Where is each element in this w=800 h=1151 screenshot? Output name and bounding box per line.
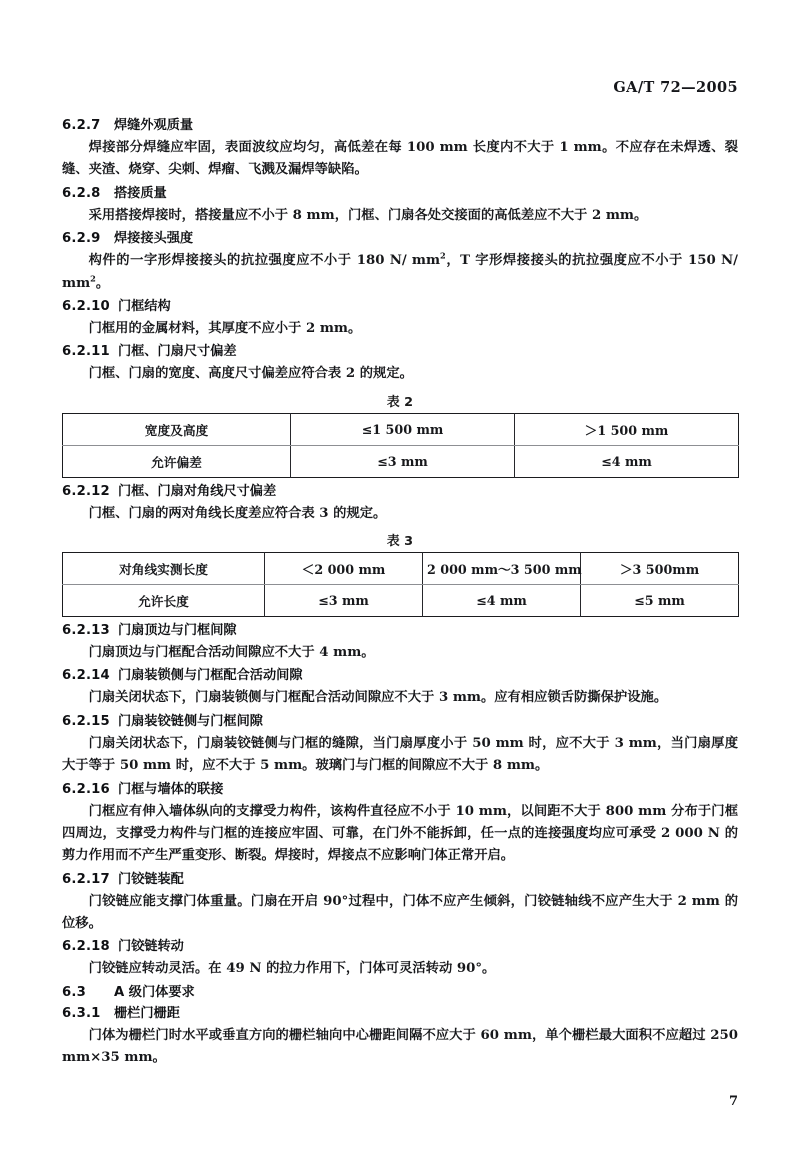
clause-number: 6.3 bbox=[62, 984, 86, 1000]
clause-title: 门框、门扇尺寸偏差 bbox=[117, 344, 237, 360]
clause-title: 搭接质量 bbox=[114, 185, 167, 201]
document-body bbox=[62, 116, 738, 1071]
clause-heading-6-2-8 bbox=[62, 184, 738, 204]
table-cell: 宽度及高度 bbox=[63, 413, 291, 445]
clause-title: 焊缝外观质量 bbox=[114, 118, 194, 133]
clause-number: 6.3.1 bbox=[62, 1005, 101, 1021]
clause-body-6-2-17: 门铰链应能支撑门体重量。门扇在开启 90°过程中，门体不应产生倾斜，门铰链轴线不应产生大于 2 mm 的位移。 bbox=[62, 893, 738, 931]
table-cell: 对角线实测长度 bbox=[63, 553, 265, 585]
clause-number: 6.2.14 bbox=[62, 668, 110, 684]
table-3-diagonal-deviation bbox=[62, 552, 739, 617]
table-cell: ≤4 mm bbox=[423, 585, 581, 617]
body-text-part2: ，T 字形焊接接头的抗拉强度应不小于 150 N/ mm bbox=[62, 253, 738, 291]
clause-body-6-2-18: 门铰链应转动灵活。在 49 N 的拉力作用下，门体可灵活转动 90°。 bbox=[88, 961, 496, 977]
clause-heading-6-2-14 bbox=[62, 666, 738, 686]
page-number: 7 bbox=[728, 1094, 738, 1109]
clause-title: 门铰链转动 bbox=[117, 939, 184, 955]
table-row bbox=[63, 445, 739, 477]
clause-heading-6-2-12 bbox=[62, 482, 738, 502]
table-cell: ≤3 mm bbox=[265, 585, 423, 617]
clause-heading-6-3 bbox=[62, 983, 738, 1003]
table-cell: 允许长度 bbox=[63, 585, 265, 617]
table-cell: ＞3 500mm bbox=[581, 553, 739, 585]
table-cell: ≤4 mm bbox=[601, 453, 652, 469]
unit-superscript-1: 2 bbox=[440, 250, 446, 261]
table-cell: 允许偏差 bbox=[63, 445, 291, 477]
clause-body-6-2-14: 门扇关闭状态下，门扇装锁侧与门框配合活动间隙应不大于 3 mm。应有相应锁舌防撕保护设施。 bbox=[88, 690, 668, 706]
table-cell: 2 000 mm～3 500 mm bbox=[423, 553, 581, 585]
running-header-standard-code: GA/T 72—2005 bbox=[613, 79, 738, 96]
clause-heading-6-3-1 bbox=[62, 1004, 738, 1024]
clause-body-6-2-11: 门框、门扇的宽度、高度尺寸偏差应符合表 2 的规定。 bbox=[88, 366, 413, 382]
table-3-caption: 表 3 bbox=[386, 534, 414, 549]
clause-number: 6.2.8 bbox=[62, 185, 101, 201]
table-row bbox=[63, 413, 739, 445]
clause-body-6-3-1: 门体为栅栏门时水平或垂直方向的栅栏轴向中心栅距间隔不应大于 60 mm，单个栅栏最大面积不应超过 250 mm×35 mm。 bbox=[62, 1027, 738, 1066]
clause-heading-6-2-11 bbox=[62, 342, 738, 362]
clause-title: 栅栏门栅距 bbox=[114, 1005, 180, 1021]
body-text-part3: 。 bbox=[95, 275, 110, 291]
clause-heading-6-2-18 bbox=[62, 937, 738, 957]
clause-heading-6-2-10 bbox=[62, 297, 738, 317]
clause-title: 门扇装锁侧与门框配合活动间隙 bbox=[117, 668, 303, 684]
clause-number: 6.2.9 bbox=[62, 231, 101, 247]
table-2-caption: 表 2 bbox=[386, 394, 414, 410]
clause-number: 6.2.13 bbox=[62, 623, 110, 638]
clause-body-6-2-7: 焊接部分焊缝应牢固，表面波纹应均匀，高低差在每 100 mm 长度内不大于 1 mm。不应存在未焊透、裂缝、夹渣、烧穿、尖刺、焊瘤、飞溅及漏焊等缺陷。 bbox=[62, 140, 738, 178]
clause-heading-6-2-16 bbox=[62, 780, 738, 800]
unit-superscript-2: 2 bbox=[90, 273, 96, 284]
clause-title: A 级门体要求 bbox=[114, 984, 195, 1000]
table-cell: ＞1 500 mm bbox=[515, 413, 739, 445]
clause-body-6-2-8: 采用搭接焊接时，搭接量应不小于 8 mm，门框、门扇各处交接面的高低差应不大于 2 mm。 bbox=[88, 207, 648, 223]
table-2-dimension-deviation bbox=[62, 413, 739, 478]
clause-heading-6-2-9 bbox=[62, 229, 738, 249]
clause-heading-6-2-13 bbox=[62, 621, 738, 641]
clause-number: 6.2.18 bbox=[62, 939, 110, 955]
clause-number: 6.2.10 bbox=[62, 298, 110, 314]
clause-number: 6.2.7 bbox=[62, 118, 101, 133]
clause-title: 门框与墙体的联接 bbox=[117, 781, 224, 797]
clause-body-6-2-9 bbox=[62, 250, 738, 295]
body-text-part1: 构件的一字形焊接接头的抗拉强度应不小于 180 N/ mm bbox=[88, 253, 441, 269]
clause-title: 门扇顶边与门框间隙 bbox=[117, 623, 237, 638]
clause-heading-6-2-15 bbox=[62, 712, 738, 732]
clause-title: 门扇装铰链侧与门框间隙 bbox=[117, 713, 263, 729]
table-cell: ≤3 mm bbox=[291, 445, 515, 477]
table-row bbox=[63, 553, 739, 585]
clause-number: 6.2.16 bbox=[62, 781, 110, 797]
clause-title: 门框结构 bbox=[117, 298, 171, 314]
table-cell: ＜2 000 mm bbox=[265, 553, 423, 585]
clause-body-6-2-16: 门框应有伸入墙体纵向的支撑受力构件，该构件直径应不小于 10 mm，以间距不大于 800 mm 分布于门框四周边，支撑受力构件与门框的连接应牢固、可靠，在门外不能拆卸，任一点的连接强度均应可承受 2 000 N 的剪力作用而不产生严重变形、断裂。焊接时，焊接点不应影响门体正常开启。 bbox=[62, 803, 738, 864]
clause-number: 6.2.15 bbox=[62, 713, 110, 729]
clause-title: 门铰链装配 bbox=[117, 871, 184, 887]
table-row bbox=[63, 585, 739, 617]
clause-heading-6-2-17 bbox=[62, 870, 738, 890]
clause-body-6-2-10: 门框用的金属材料，其厚度不应小于 2 mm。 bbox=[88, 320, 362, 336]
table-cell: ≤1 500 mm bbox=[291, 413, 515, 445]
clause-body-6-2-13: 门扇顶边与门框配合活动间隙应不大于 4 mm。 bbox=[88, 645, 375, 661]
clause-heading-6-2-7 bbox=[62, 116, 738, 136]
clause-number: 6.2.12 bbox=[62, 483, 110, 499]
table-cell: ≤5 mm bbox=[634, 593, 685, 608]
clause-title: 门框、门扇对角线尺寸偏差 bbox=[117, 483, 277, 499]
clause-title: 焊接接头强度 bbox=[114, 231, 194, 247]
clause-number: 6.2.11 bbox=[62, 344, 110, 360]
clause-body-6-2-12: 门框、门扇的两对角线长度差应符合表 3 的规定。 bbox=[88, 505, 387, 521]
clause-number: 6.2.17 bbox=[62, 871, 110, 887]
clause-body-6-2-15: 门扇关闭状态下，门扇装铰链侧与门框的缝隙，当门扇厚度小于 50 mm 时，应不大于 3 mm，当门扇厚度大于等于 50 mm 时，应不大于 5 mm。玻璃门与门框的间隙应不大于 8 mm。 bbox=[62, 735, 738, 774]
